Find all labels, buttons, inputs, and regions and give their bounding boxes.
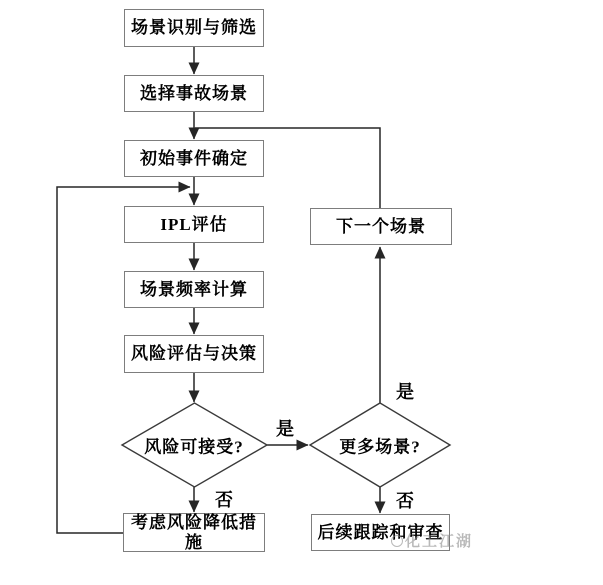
node-scenario-frequency: 场景频率计算 — [124, 271, 264, 308]
node-risk-evaluation-decision: 风险评估与决策 — [124, 335, 264, 373]
node-initial-event: 初始事件确定 — [124, 140, 264, 177]
edge-label-more-yes: 是 — [396, 382, 414, 402]
watermark-text: 化工江湖 — [405, 534, 474, 550]
node-risk-reduction-measures: 考虑风险降低措施 — [123, 513, 265, 552]
node-ipl-assessment: IPL评估 — [124, 206, 264, 243]
node-next-scenario: 下一个场景 — [310, 208, 452, 245]
decision-risk-acceptable-label: 风险可接受? — [144, 437, 244, 457]
watermark — [391, 530, 473, 551]
node-scenario-identification: 场景识别与筛选 — [124, 9, 264, 47]
edge-label-risk-yes: 是 — [276, 419, 294, 439]
node-select-accident-scenario: 选择事故场景 — [124, 75, 264, 112]
watermark-logo-icon — [391, 535, 403, 547]
edge-label-risk-no: 否 — [215, 490, 233, 510]
edge-label-more-no: 否 — [396, 491, 414, 511]
decision-more-scenarios-label: 更多场景? — [339, 437, 421, 457]
node-followup-review: 后续跟踪和审查 — [311, 514, 450, 551]
